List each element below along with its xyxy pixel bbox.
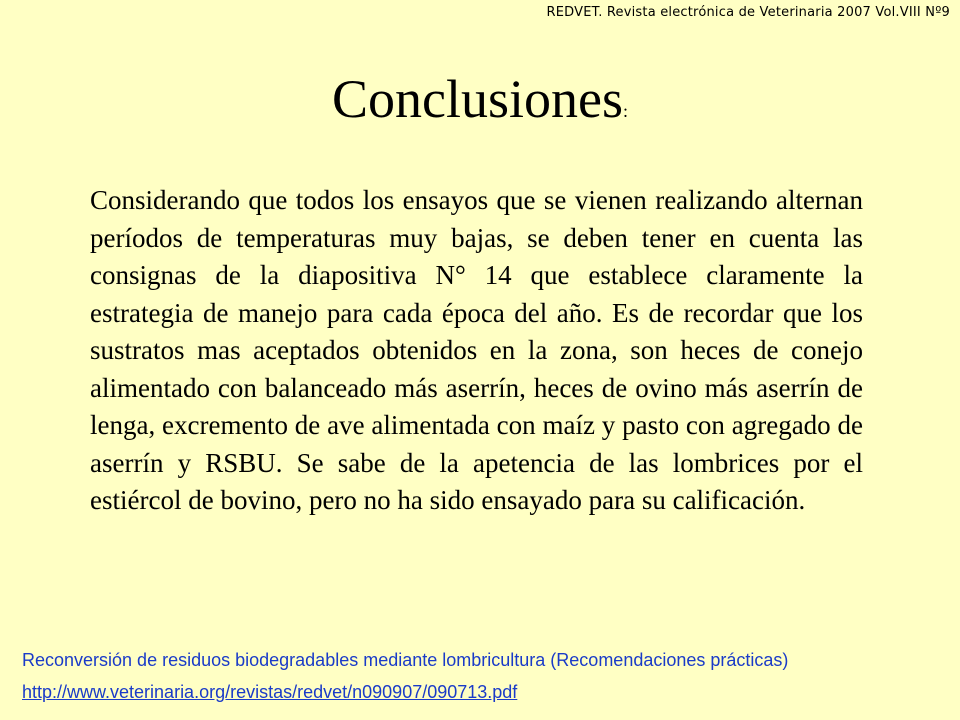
journal-header: REDVET. Revista electrónica de Veterinaria 2007 Vol.VIII Nº9 <box>546 5 950 20</box>
slide-title <box>0 69 960 129</box>
conclusion-paragraph: Considerando que todos los ensayos que se vienen realizando alternan períodos de temperaturas muy bajas, se deben tener en cuenta las consignas de la diapositiva N° 14 que establece claramente la estrategia de manejo para cada época del año. Es de recordar que los sustratos mas aceptados obtenidos en la zona, son heces de conejo alimentado con balanceado más aserrín, heces de ovino más aserrín de lenga, excremento de ave alimentada con maíz y pasto con agregado de aserrín y RSBU. Se sabe de la apetencia de las lombrices por el estiércol de bovino, pero no ha sido ensayado para su calificación. <box>90 185 863 515</box>
footer-reference-title: Reconversión de residuos biodegradables mediante lombricultura (Recomendaciones prácticas) <box>22 650 789 670</box>
slide-title-text: Conclusiones <box>331 69 623 129</box>
slide-title-colon: : <box>622 101 628 121</box>
footer-reference-link[interactable]: http://www.veterinaria.org/revistas/redvet/n090907/090713.pdf <box>22 682 518 702</box>
